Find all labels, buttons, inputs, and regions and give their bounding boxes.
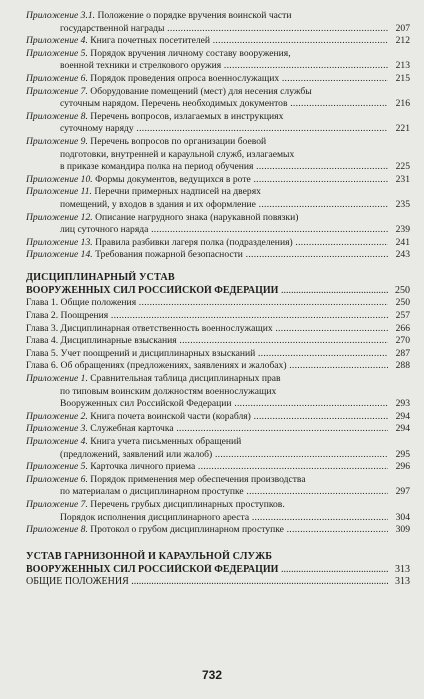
toc-entry-title: Порядок применения мер обеспечения производства xyxy=(90,473,306,485)
appendix-label: Приложение 3. xyxy=(26,423,88,435)
toc-entry-title: Глава 3. Дисциплинарная ответственность военнослужащих xyxy=(26,322,273,334)
page-number: 243 xyxy=(388,249,410,262)
toc-entry-line xyxy=(26,474,388,487)
toc-entry-title: Правила разбивки лагеря полка (подразделения) xyxy=(95,236,293,248)
page-number: 266 xyxy=(388,323,410,336)
toc-entry-line xyxy=(26,199,388,212)
toc-entry-line xyxy=(26,398,388,411)
toc-entry-title: Протокол о грубом дисциплинарном проступке xyxy=(90,524,284,536)
appendix-label: Приложение 8. xyxy=(26,524,88,536)
toc-entry-text xyxy=(26,411,388,424)
appendix-label: Приложение 7. xyxy=(26,498,88,510)
toc-entry[interactable] xyxy=(26,411,410,424)
toc-entry[interactable] xyxy=(26,323,410,336)
toc-entry-text xyxy=(26,423,388,436)
toc-entry-title: подготовки, внутренней и караульной служб, излагаемых xyxy=(60,148,295,160)
appendix-label: Приложение 11. xyxy=(26,186,92,198)
toc-entry-title: по материалам о дисциплинарном проступке xyxy=(60,486,244,498)
toc-entry-line xyxy=(26,499,388,512)
toc-entry-line xyxy=(26,48,388,61)
toc-entry-text xyxy=(26,297,388,310)
page-number: 257 xyxy=(388,310,410,323)
toc-entry[interactable] xyxy=(26,48,410,73)
toc-entry-text xyxy=(26,35,388,48)
page-number: 297 xyxy=(388,486,410,499)
toc-entry-text xyxy=(26,360,388,373)
toc-entry-title: суточным нарядом. Перечень необходимых документов xyxy=(60,98,288,110)
toc-entry-text xyxy=(26,499,388,524)
toc-entry-title: Глава 4. Дисциплинарные взыскания xyxy=(26,335,177,347)
toc-entry-text xyxy=(26,186,388,211)
toc-entry[interactable] xyxy=(26,335,410,348)
toc-entry-line xyxy=(26,461,388,474)
page-number: 239 xyxy=(388,224,410,237)
toc-entry-line xyxy=(26,35,388,48)
toc-entry-title: по типовым воинским должностям военнослужащих xyxy=(60,385,277,397)
toc-entry-line xyxy=(26,524,388,537)
toc-entry-title: Глава 1. Общие положения xyxy=(26,297,137,309)
toc-entry-title: (предложений, заявлений или жалоб) xyxy=(60,448,213,460)
toc-entry-line xyxy=(26,423,388,436)
toc-entry-line xyxy=(26,123,388,136)
appendix-label: Приложение 10. xyxy=(26,173,93,185)
toc-entry-text xyxy=(26,348,388,361)
page-number: 235 xyxy=(388,199,410,212)
toc-entry-line xyxy=(26,411,388,424)
toc-entry[interactable] xyxy=(26,423,410,436)
toc-entry[interactable] xyxy=(26,186,410,211)
appendix-label: Приложение 1. xyxy=(26,373,88,385)
toc-entry-text xyxy=(26,310,388,323)
toc-entry-line xyxy=(26,249,388,262)
toc-entry-text xyxy=(26,73,388,86)
toc-entry[interactable] xyxy=(26,111,410,136)
toc-entry-line xyxy=(26,174,388,187)
appendix-label: Приложение 5. xyxy=(26,461,88,473)
page-number: 231 xyxy=(388,174,410,187)
toc-entry-title: Перечень вопросов, излагаемых в инструкциях xyxy=(90,110,284,122)
toc-entry[interactable] xyxy=(26,35,410,48)
toc-entry-title: Книга учета письменных обращений xyxy=(90,436,242,447)
toc-entry-line xyxy=(26,23,388,36)
page-number: 309 xyxy=(388,524,410,537)
toc-entry-line xyxy=(26,98,388,111)
appendix-label: Приложение 3.1. xyxy=(26,10,96,21)
page-number: 294 xyxy=(388,423,410,436)
toc-entry-title: Перечни примерных надписей на дверях xyxy=(94,186,261,198)
toc-entry-line xyxy=(26,149,388,162)
toc-entry[interactable] xyxy=(26,310,410,323)
toc-entry-line xyxy=(26,237,388,250)
toc-entry-title: Положение о порядке вручения воинской части xyxy=(97,10,292,21)
toc-entry-line xyxy=(26,310,388,323)
appendix-label: Приложение 9. xyxy=(26,135,88,147)
toc-entry-text xyxy=(26,237,388,250)
toc-entry-title: Оборудование помещений (мест) для несения службы xyxy=(90,85,312,97)
page-number: 250 xyxy=(388,297,410,310)
toc-entry-text xyxy=(26,10,388,35)
toc-entry[interactable] xyxy=(26,136,410,174)
appendix-label: Приложение 14. xyxy=(26,249,93,261)
appendix-label: Приложение 4. xyxy=(26,436,88,447)
toc-entry-line xyxy=(26,512,388,525)
toc-entry-text xyxy=(26,335,388,348)
toc-entry[interactable] xyxy=(26,461,410,474)
toc-entry-text xyxy=(26,174,388,187)
page-number: 295 xyxy=(388,449,410,462)
toc-entry-text xyxy=(26,323,388,336)
page-number: 313 xyxy=(388,576,410,589)
toc-entry-text xyxy=(26,373,388,411)
toc-entry-title: государственной награды xyxy=(60,22,165,34)
toc-entry-title: Глава 5. Учет поощрений и дисциплинарных взысканий xyxy=(26,347,256,359)
toc-entry-title: помещений, у входов в здания и их оформление xyxy=(60,198,256,210)
toc-entry[interactable] xyxy=(26,212,410,237)
page-number: 294 xyxy=(388,411,410,424)
page-number: 270 xyxy=(388,335,410,348)
toc-entry[interactable] xyxy=(26,373,410,411)
toc-entry-title: Книга почета воинской части (корабля) xyxy=(90,410,251,422)
page-number: 250 xyxy=(388,285,410,298)
toc-entry-title: в приказе командира полка на период обучения xyxy=(60,161,254,173)
section-title-line2-entry[interactable] xyxy=(26,564,410,577)
toc-entry-line xyxy=(26,360,388,373)
page-number: 288 xyxy=(388,360,410,373)
page-number: 241 xyxy=(388,237,410,250)
toc-entry[interactable] xyxy=(26,10,410,35)
section-title-line1: ДИСЦИПЛИНАРНЫЙ УСТАВ xyxy=(26,271,175,283)
toc-entry-title: Глава 2. Поощрения xyxy=(26,310,109,322)
toc-entry-title: Требования пожарной безопасности xyxy=(95,249,243,261)
toc-entry-title: Перечень грубых дисциплинарных проступков. xyxy=(90,498,285,510)
toc-entry-title: Служебная карточка xyxy=(90,423,174,435)
page-folio-number: 732 xyxy=(201,668,223,682)
toc-entry-line xyxy=(26,60,388,73)
toc-entry-title: Карточка личного приема xyxy=(90,461,196,473)
page-number: 296 xyxy=(388,461,410,474)
section-title-line2: ВООРУЖЕННЫХ СИЛ РОССИЙСКОЙ ФЕДЕРАЦИИ ..... xyxy=(26,285,388,298)
toc-entry-title: Перечень вопросов по организации боевой xyxy=(90,135,267,147)
toc-entry-line xyxy=(26,486,388,499)
section-title-line2-entry[interactable] xyxy=(26,285,410,298)
toc-entry-line xyxy=(26,348,388,361)
toc-entry-title: Описание нагрудного знака (нарукавной повязки) xyxy=(95,211,299,223)
page-number: 287 xyxy=(388,348,410,361)
toc-entry-line xyxy=(26,111,388,124)
toc-entry-title: Формы документов, ведущихся в роте xyxy=(95,173,251,185)
page-number: 207 xyxy=(388,23,410,36)
toc-entry[interactable] xyxy=(26,360,410,373)
toc-entry-title: Сравнительная таблица дисциплинарных прав xyxy=(90,373,281,385)
subheading-entry[interactable] xyxy=(26,576,410,589)
appendix-label: Приложение 13. xyxy=(26,236,93,248)
toc-entry-text xyxy=(26,461,388,474)
section-disciplinary-statute xyxy=(26,272,410,537)
page-number: 213 xyxy=(388,60,410,73)
toc-entry[interactable] xyxy=(26,73,410,86)
section-title-line2: ВООРУЖЕННЫХ СИЛ РОССИЙСКОЙ ФЕДЕРАЦИИ ..... xyxy=(26,564,388,577)
toc-entry-text xyxy=(26,111,388,136)
toc-entry-line xyxy=(26,335,388,348)
section-title-line1: УСТАВ ГАРНИЗОННОЙ И КАРАУЛЬНОЙ СЛУЖБ xyxy=(26,550,273,562)
toc-entry-line xyxy=(26,136,388,149)
toc-entry-line xyxy=(26,449,388,462)
toc-entry-line xyxy=(26,161,388,174)
page-number: 215 xyxy=(388,73,410,86)
appendix-label: Приложение 8. xyxy=(26,110,88,122)
appendix-label: Приложение 6. xyxy=(26,473,88,485)
toc-entry[interactable] xyxy=(26,348,410,361)
toc-entry[interactable] xyxy=(26,474,410,499)
appendix-label: Приложение 5. xyxy=(26,47,88,59)
toc-entry-title: военной техники и стрелкового оружия xyxy=(60,60,222,72)
toc-block-disciplinary xyxy=(26,297,410,536)
section-garrison-statute xyxy=(26,551,410,589)
appendix-label: Приложение 6. xyxy=(26,72,88,84)
toc-entry-line xyxy=(26,224,388,237)
toc-entry-title: Глава 6. Об обращениях (предложениях, заявлениях и жалобах) xyxy=(26,360,287,372)
page-number: 313 xyxy=(388,564,410,577)
toc-entry[interactable] xyxy=(26,436,410,461)
appendix-label: Приложение 7. xyxy=(26,85,88,97)
toc-entry-line xyxy=(26,86,388,99)
toc-entry-line xyxy=(26,10,388,23)
appendix-label: Приложение 2. xyxy=(26,410,88,422)
toc-entry-title: Порядок исполнения дисциплинарного ареста xyxy=(60,511,250,523)
toc-entry[interactable] xyxy=(26,297,410,310)
toc-entry-text xyxy=(26,136,388,174)
toc-entry-title: Вооруженных сил Российской Федерации xyxy=(60,398,232,410)
appendix-label: Приложение 12. xyxy=(26,211,93,223)
toc-entry-title: Порядок проведения опроса военнослужащих xyxy=(90,72,280,84)
page-number: 293 xyxy=(388,398,410,411)
toc-entry-title: суточному наряду xyxy=(60,123,134,135)
toc-entry-line xyxy=(26,436,388,449)
toc-entry[interactable] xyxy=(26,237,410,250)
toc-entry-text xyxy=(26,249,388,262)
toc-entry-line xyxy=(26,386,388,399)
toc-entry-text xyxy=(26,86,388,111)
toc-entry-text xyxy=(26,474,388,499)
toc-entry[interactable] xyxy=(26,86,410,111)
toc-entry-text xyxy=(26,48,388,73)
toc-entry-line xyxy=(26,186,388,199)
toc-entry-text xyxy=(26,524,388,537)
page-number: 212 xyxy=(388,35,410,48)
toc-entry-title: Порядок вручения личному составу вооружения, xyxy=(90,47,291,59)
toc-entry[interactable] xyxy=(26,249,410,262)
toc-entry-line xyxy=(26,297,388,310)
toc-entry[interactable] xyxy=(26,524,410,537)
page-number: 221 xyxy=(388,123,410,136)
toc-entry-title: Книга почетных посетителей xyxy=(90,35,211,47)
toc-entry-text xyxy=(26,436,388,461)
toc-block-statute-internal-service xyxy=(26,10,410,262)
toc-entry[interactable] xyxy=(26,174,410,187)
subheading-general-provisions: ОБЩИЕ ПОЛОЖЕНИЯ ..... xyxy=(26,576,388,589)
toc-entry-line xyxy=(26,373,388,386)
toc-entry-line xyxy=(26,73,388,86)
appendix-label: Приложение 4. xyxy=(26,35,88,47)
toc-entry-line xyxy=(26,323,388,336)
page-number: 304 xyxy=(388,512,410,525)
page-number: 216 xyxy=(388,98,410,111)
toc-entry[interactable] xyxy=(26,499,410,524)
toc-entry-title: лиц суточного наряда xyxy=(60,224,149,236)
toc-entry-line xyxy=(26,212,388,225)
toc-entry-text xyxy=(26,212,388,237)
page-number: 225 xyxy=(388,161,410,174)
